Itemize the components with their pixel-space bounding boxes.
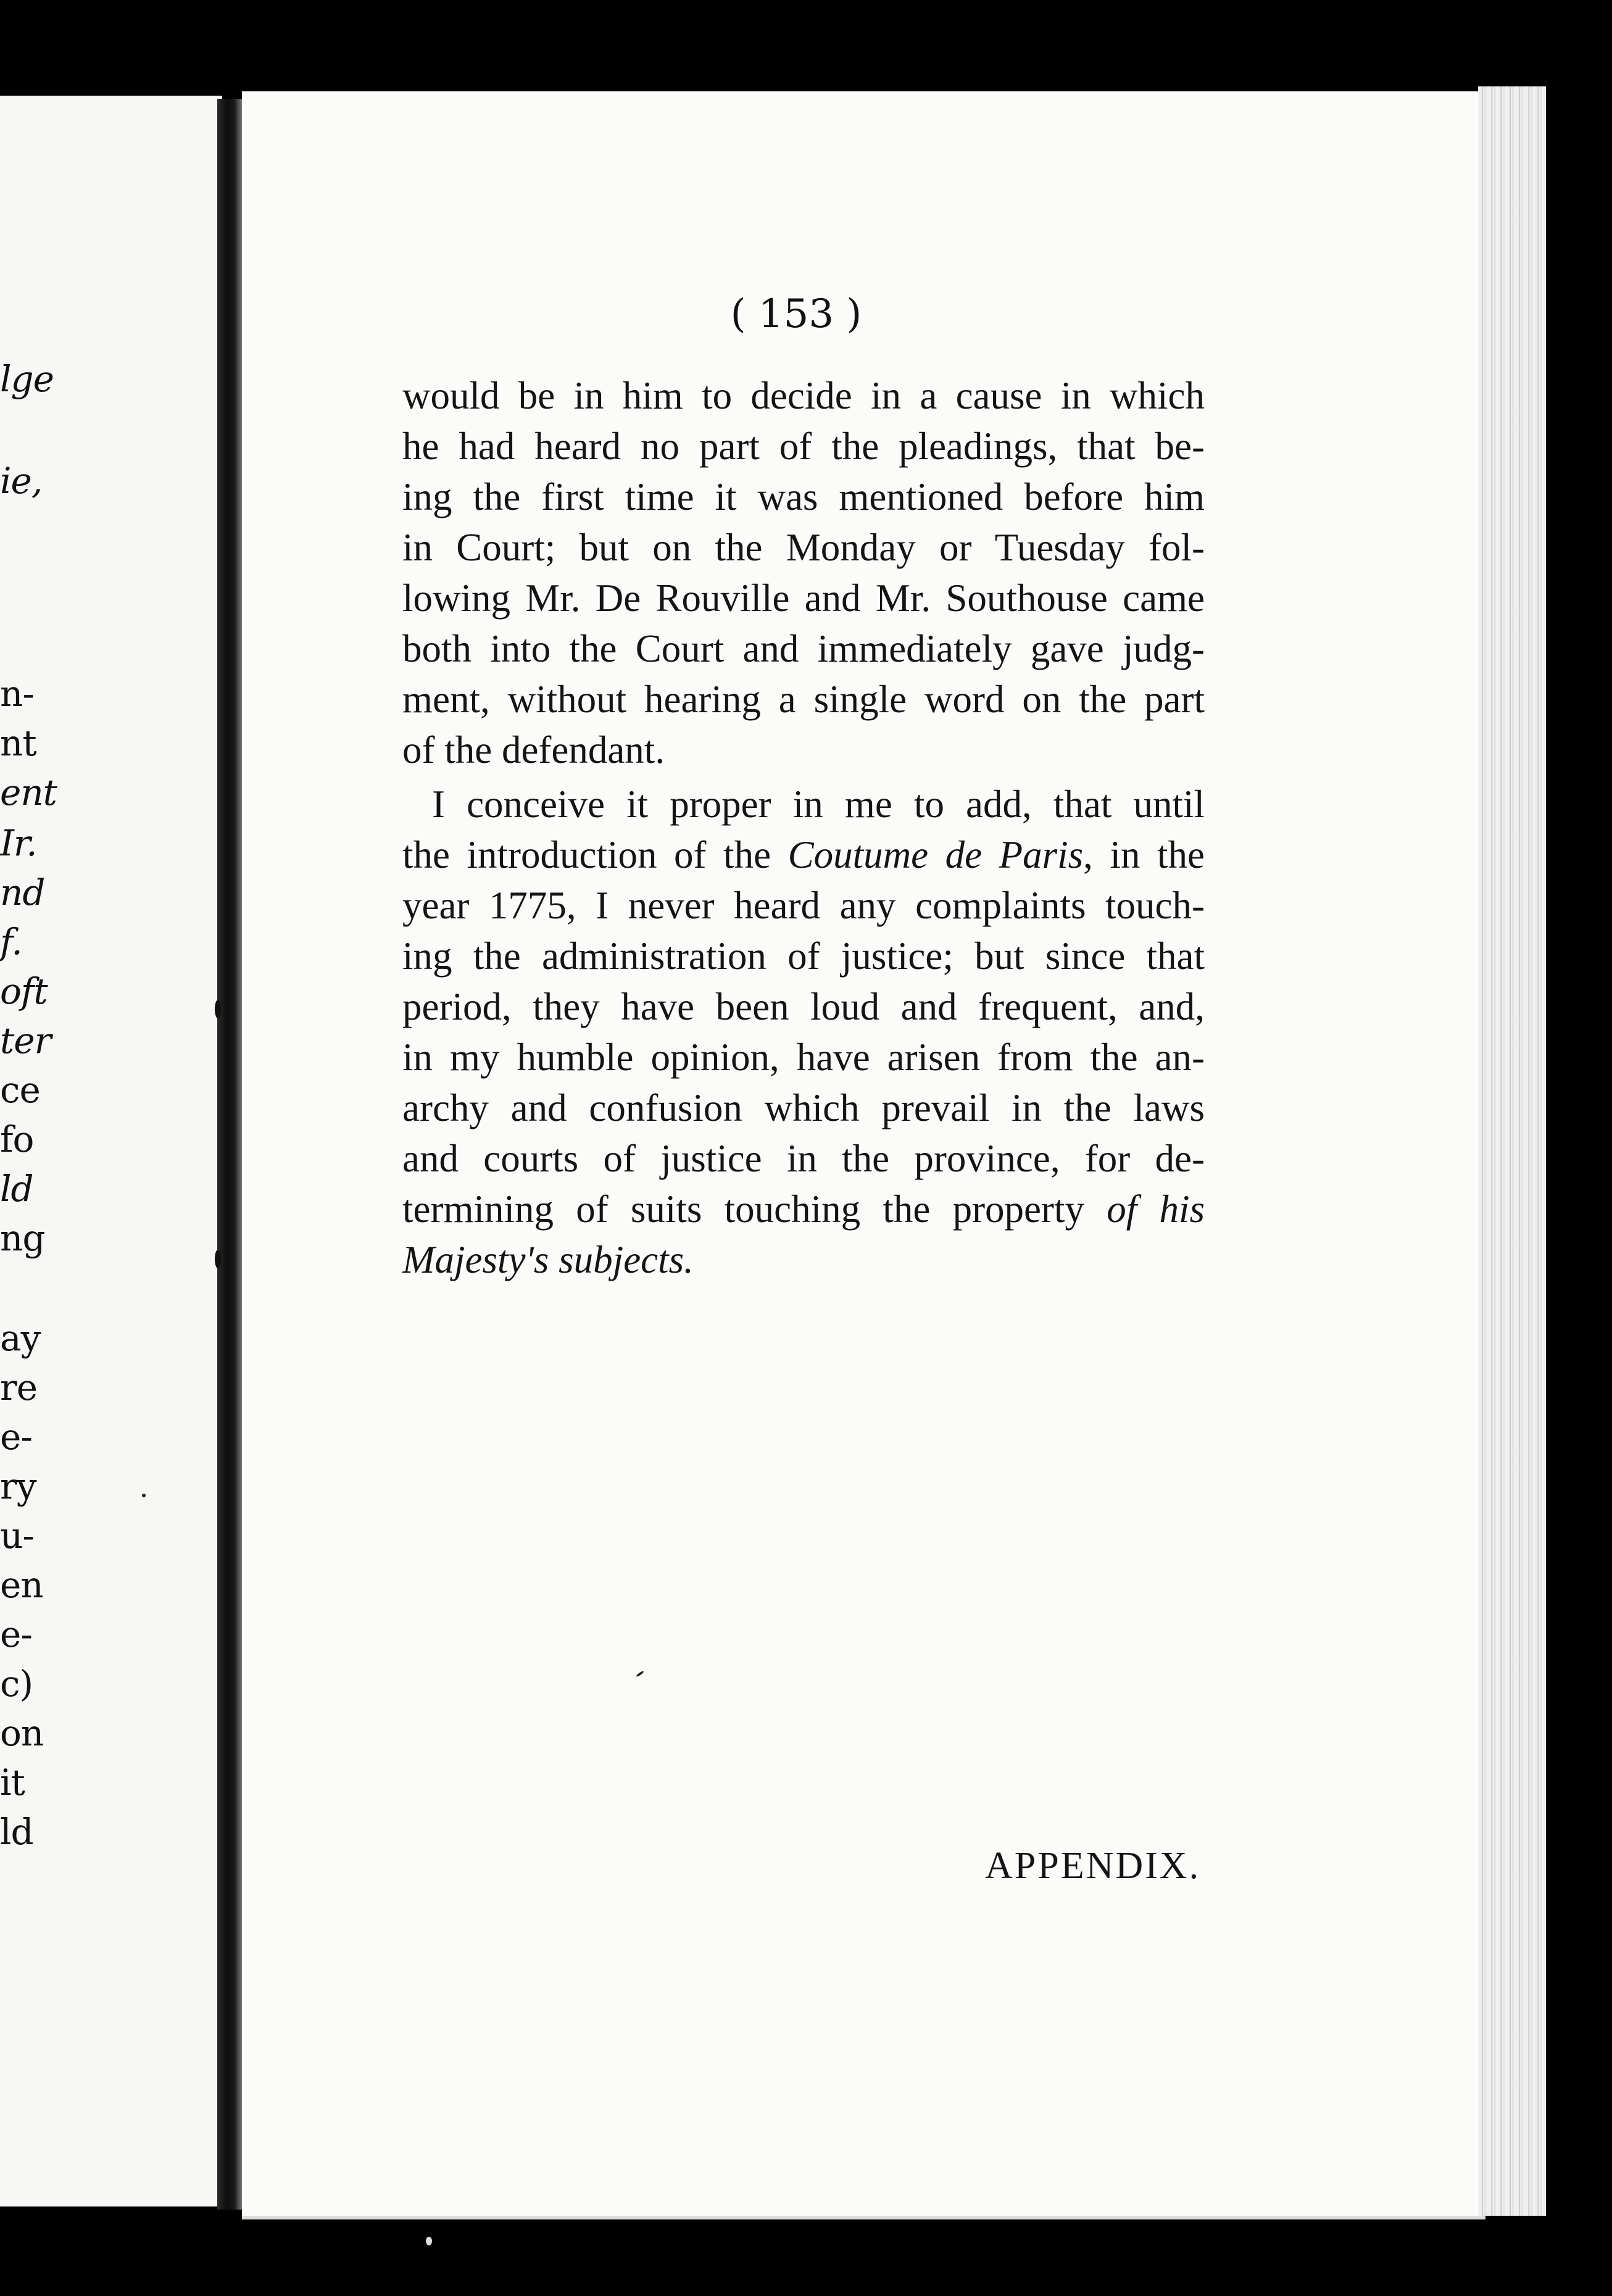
- facing-page-fragment: oft: [0, 970, 48, 1012]
- text-segment: , in the: [1083, 833, 1205, 876]
- facing-page-fragment: ay: [0, 1317, 41, 1359]
- facing-page-fragment: Ir.: [0, 822, 37, 864]
- text-segment: the introduction of the: [402, 833, 788, 876]
- facing-page-fragment: re: [0, 1366, 38, 1408]
- facing-page-fragment: f.: [0, 921, 22, 963]
- facing-page-fragment: ry: [0, 1465, 36, 1507]
- text-line: [402, 1190, 1205, 1229]
- ink-speck: [215, 1000, 221, 1018]
- facing-page-fragment: e-: [0, 1416, 32, 1458]
- facing-page-fragment: nt: [0, 722, 36, 764]
- facing-page-fragment: ld: [0, 1811, 33, 1853]
- text-line: ing the first time it was mentioned before him: [402, 475, 1205, 518]
- facing-page-fragment: ter: [0, 1020, 51, 1062]
- facing-page-fragment: on: [0, 1712, 44, 1754]
- text-line: in my humble opinion, have arisen from the an-: [402, 1036, 1205, 1079]
- ink-speck: [215, 1250, 221, 1268]
- facing-page: [0, 96, 222, 2207]
- text-line: of the defendant.: [402, 728, 665, 772]
- facing-page-fragment: nd: [0, 871, 45, 913]
- ink-speck: [142, 1494, 146, 1497]
- facing-page-fragment: en: [0, 1564, 43, 1606]
- ink-speck: [426, 2237, 432, 2245]
- text-line: ing the administration of justice; but since that: [402, 934, 1205, 978]
- text-line: [402, 833, 1205, 876]
- facing-page-fragment: u-: [0, 1515, 34, 1557]
- text-line: archy and confusion which prevail in the laws: [402, 1086, 1205, 1129]
- facing-page-fragment: lge: [0, 358, 54, 400]
- paragraph-first-line: I conceive it proper in me to add, that until: [432, 783, 1205, 826]
- italic-text: of his: [1107, 1188, 1205, 1231]
- facing-page-fragment: ie,: [0, 460, 43, 502]
- italic-title: Coutume de Paris: [787, 833, 1084, 876]
- facing-page-fragment: e-: [0, 1613, 32, 1655]
- text-line: lowing Mr. De Rouville and Mr. Southouse came: [402, 576, 1205, 620]
- text-line: [402, 1238, 1205, 1281]
- text-line: both into the Court and immediately gave judg-: [402, 627, 1205, 670]
- text-line: year 1775, I never heard any complaints touch-: [402, 884, 1205, 927]
- facing-page-fragment: it: [0, 1762, 25, 1803]
- page-edges: [1478, 86, 1546, 2216]
- text-line: ment, without hearing a single word on the part: [402, 678, 1205, 721]
- text-line: and courts of justice in the province, for de-: [402, 1137, 1205, 1180]
- book-gutter: [217, 99, 242, 2210]
- catchword: APPENDIX.: [985, 1845, 1201, 1887]
- facing-page-fragment: fo: [0, 1118, 34, 1160]
- page-number: ( 153 ): [730, 291, 862, 337]
- facing-page-fragment: n-: [0, 673, 34, 715]
- facing-page-fragment: ld: [0, 1168, 33, 1210]
- text-line: in Court; but on the Monday or Tuesday fol-: [402, 526, 1205, 569]
- facing-page-fragment: c): [0, 1663, 33, 1705]
- facing-page-fragment: ce: [0, 1069, 40, 1111]
- text-line: period, they have been loud and frequent, and,: [402, 985, 1205, 1028]
- text-segment: termining of suits touching the property: [402, 1188, 1107, 1231]
- text-line: would be in him to decide in a cause in which: [402, 374, 1205, 417]
- italic-text: Majesty's subjects.: [402, 1238, 694, 1281]
- facing-page-fragment: ent: [0, 772, 57, 813]
- text-line: he had heard no part of the pleadings, that be-: [402, 425, 1205, 468]
- facing-page-fragment: ng: [0, 1217, 45, 1259]
